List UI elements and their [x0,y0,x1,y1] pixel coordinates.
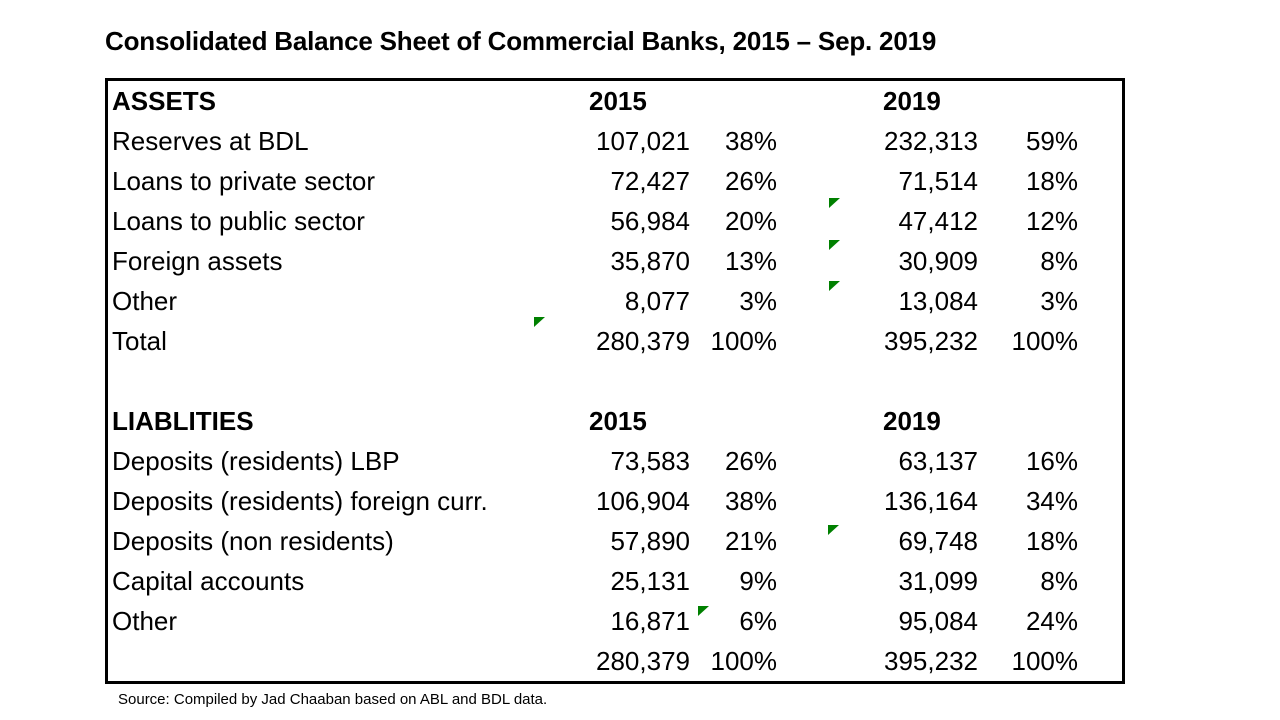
value-2019: 395,232 [884,645,978,676]
value-2015: 16,871 [610,605,690,636]
liabilities-header-row [108,401,1122,441]
pct-2019: 18% [1025,525,1078,556]
row-label: Loans to private sector [112,165,376,196]
pct-2019: 100% [1011,645,1078,676]
pct-2015: 100% [710,325,777,356]
value-2015: 8,077 [624,285,690,316]
table-row [108,441,1122,481]
value-2019: 31,099 [898,565,978,596]
table-row [108,241,1122,281]
value-2015: 73,583 [610,445,690,476]
pct-2019: 12% [1025,205,1078,236]
row-label: Capital accounts [112,565,305,596]
value-2019: 47,412 [898,205,978,236]
row-label [108,641,560,681]
assets-year-2015-header: 2015 [589,85,647,116]
table-row [108,121,1122,161]
table-row [108,201,1122,241]
pct-2015: 26% [724,445,777,476]
pct-2015: 21% [724,525,777,556]
row-label: Deposits (residents) foreign curr. [112,485,488,516]
pct-2019: 8% [1040,565,1078,596]
value-2019: 71,514 [898,165,978,196]
table-row-total [108,641,1122,681]
blank-row [108,361,1122,401]
pct-2019: 24% [1025,605,1078,636]
value-2015: 57,890 [610,525,690,556]
value-2015: 25,131 [610,565,690,596]
value-2015: 35,870 [610,245,690,276]
pct-2015: 13% [724,245,777,276]
value-2019: 69,748 [898,525,978,556]
pct-2015: 38% [724,125,777,156]
pct-2015: 26% [724,165,777,196]
row-label: Reserves at BDL [112,125,309,156]
value-2019: 30,909 [898,245,978,276]
value-2015: 280,379 [596,645,690,676]
pct-2019: 34% [1025,485,1078,516]
pct-2019: 18% [1025,165,1078,196]
value-2019: 136,164 [884,485,978,516]
value-2015: 280,379 [596,325,690,356]
value-2015: 72,427 [610,165,690,196]
row-label: Total [112,325,167,356]
table-row [108,601,1122,641]
assets-section-label: ASSETS [112,85,217,116]
table-row [108,521,1122,561]
table-row-total [108,321,1122,361]
table-row [108,161,1122,201]
table-row [108,561,1122,601]
source-note: Source: Compiled by Jad Chaaban based on ABL and BDL data. [118,691,548,708]
value-2015: 56,984 [610,205,690,236]
pct-2015: 3% [739,285,777,316]
value-2019: 395,232 [884,325,978,356]
page-title: Consolidated Balance Sheet of Commercial Banks, 2015 – Sep. 2019 [105,26,937,56]
table-row [108,481,1122,521]
pct-2015: 38% [724,485,777,516]
assets-year-2019-header: 2019 [883,85,941,116]
liabilities-section-label: LIABLITIES [112,405,254,436]
value-2015: 106,904 [596,485,690,516]
liabilities-year-2019-header: 2019 [883,405,941,436]
value-2019: 13,084 [898,285,978,316]
value-2019: 63,137 [898,445,978,476]
row-label: Loans to public sector [112,205,365,236]
pct-2019: 59% [1025,125,1078,156]
pct-2019: 3% [1040,285,1078,316]
pct-2019: 16% [1025,445,1078,476]
assets-header-row [108,81,1122,121]
table-row [108,281,1122,321]
row-label: Deposits (non residents) [112,525,394,556]
value-2019: 232,313 [884,125,978,156]
pct-2015: 20% [724,205,777,236]
pct-2015: 9% [739,565,777,596]
value-2015: 107,021 [596,125,690,156]
liabilities-year-2015-header: 2015 [589,405,647,436]
row-label: Other [112,285,178,316]
row-label: Other [112,605,178,636]
pct-2019: 100% [1011,325,1078,356]
row-label: Deposits (residents) LBP [112,445,400,476]
value-2019: 95,084 [898,605,978,636]
pct-2015: 100% [710,645,777,676]
balance-sheet-table [105,78,1125,684]
row-label: Foreign assets [112,245,283,276]
pct-2019: 8% [1040,245,1078,276]
pct-2015: 6% [739,605,777,636]
